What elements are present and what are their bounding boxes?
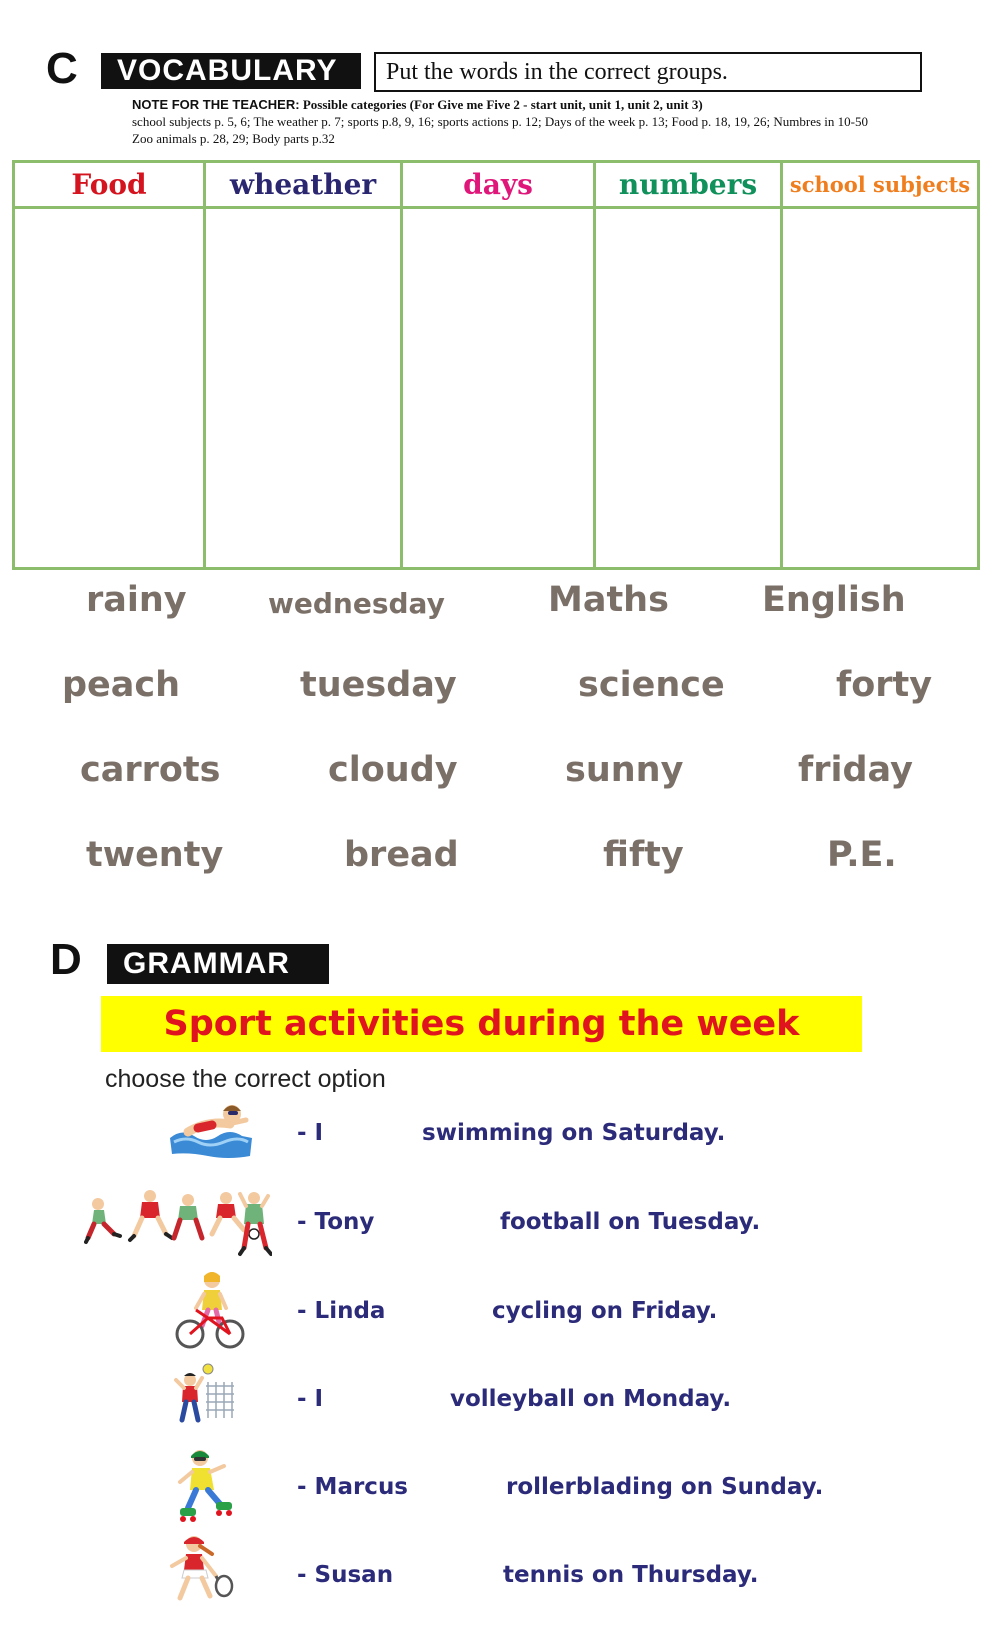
column-header-food: Food: [71, 168, 147, 201]
sentence-subject: - Tony: [297, 1209, 375, 1235]
sentence-rest: football on Tuesday.: [500, 1209, 761, 1235]
word-chip[interactable]: science: [578, 665, 725, 705]
word-chip[interactable]: carrots: [80, 750, 221, 790]
word-chip[interactable]: twenty: [86, 835, 224, 875]
word-chip[interactable]: bread: [344, 835, 459, 875]
word-chip[interactable]: sunny: [565, 750, 684, 790]
word-chip[interactable]: forty: [836, 665, 933, 705]
sentence-rest: volleyball on Monday.: [450, 1386, 732, 1412]
sentence-rest: tennis on Thursday.: [503, 1562, 759, 1588]
word-chip[interactable]: English: [762, 580, 906, 620]
grammar-title: Sport activities during the week: [101, 996, 862, 1052]
sentence-subject: - Marcus: [297, 1474, 409, 1500]
word-chip[interactable]: cloudy: [328, 750, 458, 790]
note-lead: NOTE FOR THE TEACHER:: [132, 97, 300, 112]
category-table: [12, 160, 980, 570]
note-line-2: school subjects p. 5, 6; The weather p. 7; sports p.8, 9, 16; sports actions p. 12; Days of the week p. 13; Food p. 18, 19, 26; Numbres in 10-50: [132, 114, 868, 129]
vocabulary-instruction: Put the words in the correct groups.: [374, 52, 922, 92]
column-wheather[interactable]: [206, 163, 403, 567]
column-food[interactable]: [15, 163, 206, 567]
column-header-days: days: [463, 168, 533, 201]
word-chip[interactable]: wednesday: [268, 587, 445, 620]
note-line-3: Zoo animals p. 28, 29; Body parts p.32: [132, 131, 335, 146]
word-chip[interactable]: Maths: [548, 580, 669, 620]
section-c-letter: C: [46, 44, 78, 93]
grammar-instruction: choose the correct option: [105, 1065, 386, 1093]
section-d-letter: D: [50, 935, 82, 984]
sentence-subject: - I: [297, 1120, 324, 1146]
rollerblader-icon: [174, 1446, 240, 1531]
volleyball-player-icon: [172, 1362, 238, 1433]
swimmer-icon: [168, 1098, 254, 1165]
word-chip[interactable]: peach: [62, 665, 181, 705]
goalkeeper-icon: [238, 1190, 272, 1263]
sentence-subject: - I: [297, 1386, 324, 1412]
sentence-rest: rollerblading on Sunday.: [506, 1474, 824, 1500]
word-chip[interactable]: tuesday: [300, 665, 457, 705]
teacher-note: [132, 96, 992, 147]
column-header-numbers: numbers: [618, 168, 758, 201]
word-chip[interactable]: friday: [798, 750, 913, 790]
sentence-rest: cycling on Friday.: [492, 1298, 718, 1324]
grammar-label: GRAMMAR: [107, 944, 329, 984]
vocabulary-label: VOCABULARY: [101, 53, 361, 89]
sentence-rest: swimming on Saturday.: [422, 1120, 726, 1146]
tennis-player-icon: [164, 1532, 238, 1615]
column-header-school-subjects: school subjects: [789, 172, 971, 197]
sentence-subject: - Linda: [297, 1298, 386, 1324]
column-days[interactable]: [403, 163, 596, 567]
word-chip[interactable]: fifty: [603, 835, 684, 875]
cyclist-icon: [174, 1270, 246, 1357]
column-header-wheather: wheather: [229, 168, 377, 201]
word-chip[interactable]: P.E.: [827, 835, 897, 875]
word-chip[interactable]: rainy: [86, 580, 187, 620]
note-first: Possible categories (For Give me Five 2 - start unit, unit 1, unit 2, unit 3): [302, 97, 703, 112]
column-numbers[interactable]: [596, 163, 783, 567]
sentence-subject: - Susan: [297, 1562, 394, 1588]
